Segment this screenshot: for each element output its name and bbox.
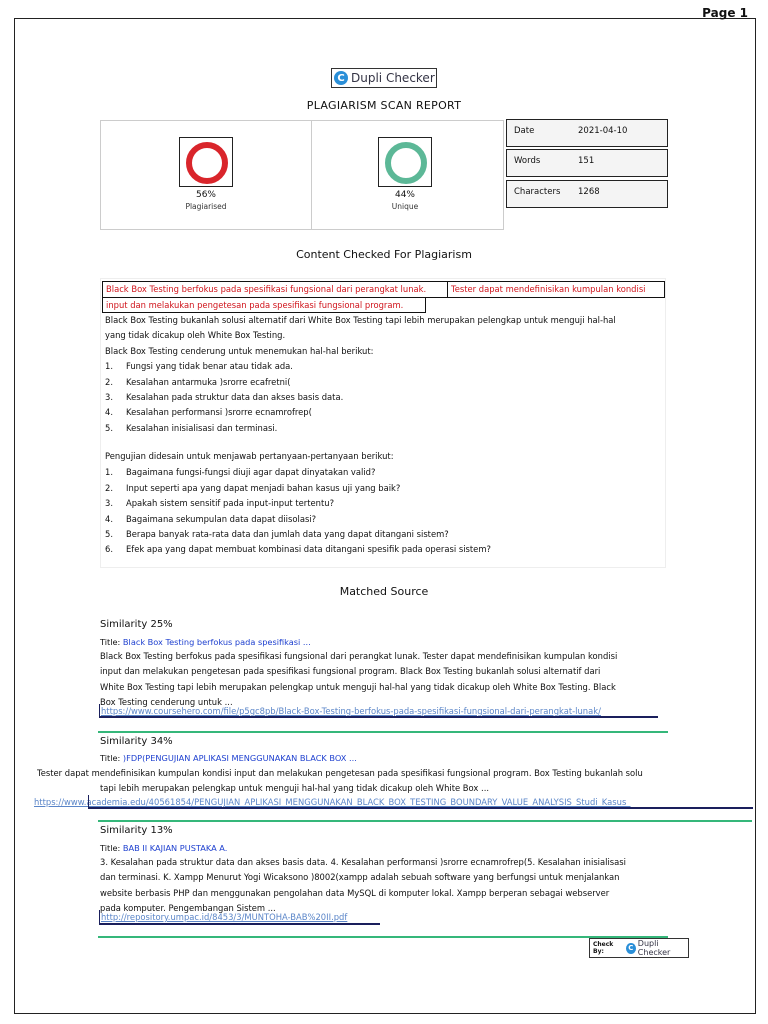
unique-ring [388, 145, 424, 181]
title-label: Title: [100, 637, 121, 647]
excerpt-line: tapi lebih merupakan pelengkap untuk menguji hal-hal yang tidak dicakup oleh White Box ... [100, 783, 490, 794]
content-box [100, 278, 666, 568]
list-2-num: 5. [105, 529, 113, 539]
highlight-sentence-1: Black Box Testing berfokus pada spesifikasi fungsional dari perangkat lunak. [102, 281, 448, 298]
excerpt-line: Black Box Testing berfokus pada spesifikasi fungsional dari perangkat lunak. Tester dapat mendefinisikan kumpulan kondisi [100, 651, 618, 661]
list-2-num: 4. [105, 514, 113, 524]
list-1-num: 2. [105, 377, 113, 387]
source-excerpt [100, 855, 626, 917]
report-title: PLAGIARISM SCAN REPORT [306, 99, 462, 112]
page-number: Page 1 [702, 6, 748, 20]
list-2-item: Bagaimana sekumpulan data dapat diisolasi? [126, 514, 317, 524]
plagiarised-gauge [179, 137, 233, 187]
source-title [100, 637, 311, 647]
url-underline [88, 795, 753, 809]
stats-box [100, 120, 504, 230]
source-title-link[interactable]: Black Box Testing berfokus pada spesifikasi ... [122, 637, 311, 647]
highlight-sentence-2a: Tester dapat mendefinisikan kumpulan kondisi [447, 281, 665, 298]
excerpt-line: website berbasis PHP dan menggunakan pengolahan data MySQL di komputer lokal. Xampp berperan sebagai webserver [100, 887, 610, 898]
list-1-item: Kesalahan antarmuka )srorre ecafretni( [126, 377, 291, 387]
list-1-item: Kesalahan inisialisasi dan terminasi. [126, 423, 278, 433]
excerpt-line: Box Testing cenderung untuk ... [100, 697, 233, 708]
meta-characters-key: Characters [514, 187, 561, 197]
meta-date [506, 119, 668, 147]
source-title-link[interactable]: BAB II KAJIAN PUSTAKA A. [122, 843, 228, 853]
list-2-item: Efek apa yang dapat membuat kombinasi data ditangani spesifik pada operasi sistem? [126, 544, 491, 554]
excerpt-line: 3. Kesalahan pada struktur data dan akses basis data. 4. Kesalahan performansi )srorre ecnamrofrep(5. Kesalahan inisialisasi [100, 857, 626, 867]
source-separator [98, 820, 752, 822]
url-underline [99, 910, 380, 925]
brand-mark-icon: C [626, 943, 636, 954]
source-url-link[interactable]: https://www.coursehero.com/file/p5gc8pb/Black-Box-Testing-berfokus-pada-spesifikasi-fungsional-dari-perangkat-lunak/ [101, 706, 601, 716]
unique-value: 44% [394, 190, 415, 200]
excerpt-line: dan terminasi. K. Xampp Menurut Yogi Wicaksono )8002(xampp adalah sebuah software yang berfungsi untuk menjalankan [100, 872, 620, 883]
list-2-item: Apakah sistem sensitif pada input-input tertentu? [126, 498, 335, 508]
plagiarised-ring [189, 145, 225, 181]
source-url-link[interactable]: http://repository.umpac.id/8453/3/MUNTOHA-BAB%20II.pdf [101, 912, 348, 922]
list-2-num: 2. [105, 483, 113, 493]
list-1-num: 1. [105, 361, 113, 371]
title-label: Title: [100, 753, 121, 763]
brand-mark-icon: C [334, 71, 348, 85]
source-excerpt [100, 649, 617, 711]
matched-heading: Matched Source [339, 585, 429, 598]
list-2-item: Berapa banyak rata-rata data dan jumlah data yang dapat ditangani sistem? [126, 529, 449, 539]
meta-date-key: Date [514, 126, 535, 136]
similarity-heading: Similarity 13% [100, 825, 173, 836]
meta-characters-value: 1268 [578, 187, 600, 197]
content-para-1b: yang tidak dicakup oleh White Box Testing. [105, 330, 286, 340]
content-heading: Content Checked For Plagiarism [296, 248, 472, 261]
similarity-heading: Similarity 34% [100, 736, 173, 747]
list-1-num: 3. [105, 392, 113, 402]
highlight-sentence-2b: input dan melakukan pengetesan pada spesifikasi fungsional program. [102, 297, 426, 313]
source-separator [98, 731, 668, 733]
plagiarised-label: Plagiarised [185, 202, 227, 211]
meta-characters [506, 180, 668, 208]
similarity-heading: Similarity 25% [100, 619, 173, 630]
brand-logo [331, 68, 437, 88]
excerpt-line: input dan melakukan pengetesan pada spesifikasi fungsional program. Black Box Testing bukanlah solusi alternatif dari [100, 666, 601, 677]
excerpt-line: Tester dapat mendefinisikan kumpulan kondisi input dan melakukan pengetesan pada spesifikasi fungsional program. Box Testing bukanlah solu [37, 768, 643, 778]
meta-date-value: 2021-04-10 [578, 126, 628, 136]
brand-name: Dupli Checker [351, 71, 435, 85]
plagiarised-value: 56% [195, 190, 216, 200]
unique-label: Unique [391, 202, 419, 211]
source-title-link[interactable]: )FDP(PENGUJIAN APLIKASI MENGGUNAKAN BLACK BOX ... [122, 753, 357, 763]
title-label: Title: [100, 843, 121, 853]
source-excerpt [37, 766, 750, 797]
check-by-brand: Dupli Checker [637, 939, 671, 957]
source-url-link[interactable]: https://www.academia.edu/40561854/PENGUJIAN_APLIKASI_MENGGUNAKAN_BLACK_BOX_TESTING_BOUNDARY_VALUE_ANALYSIS_Studi_Kasus_ [34, 797, 631, 807]
list-2-item: Input seperti apa yang dapat menjadi bahan kasus uji yang baik? [126, 483, 401, 493]
source-title [100, 753, 357, 763]
list-1-item: Kesalahan performansi )srorre ecnamrofrep( [126, 407, 312, 417]
list-2-num: 1. [105, 467, 113, 477]
list-1-item: Fungsi yang tidak benar atau tidak ada. [126, 361, 293, 371]
meta-words [506, 149, 668, 177]
source-title [100, 843, 227, 853]
content-para-2: Black Box Testing cenderung untuk menemukan hal-hal berikut: [105, 346, 374, 356]
check-by-label: Check By: [593, 941, 614, 955]
unique-gauge [378, 137, 432, 187]
list-1-num: 5. [105, 423, 113, 433]
excerpt-line: White Box Testing tapi lebih merupakan pelengkap untuk menguji hal-hal yang tidak dicakup oleh White Box Testing. Black [100, 681, 616, 692]
source-separator [98, 936, 668, 938]
check-by-badge [589, 938, 689, 958]
excerpt-line: pada komputer. Pengembangan Sistem ... [100, 903, 276, 914]
meta-words-value: 151 [578, 156, 595, 166]
content-para-1a: Black Box Testing bukanlah solusi alternatif dari White Box Testing tapi lebih merupakan pelengkap untuk menguji hal-hal [105, 315, 616, 325]
content-para-3: Pengujian didesain untuk menjawab pertanyaan-pertanyaan berikut: [105, 451, 394, 461]
list-2-num: 6. [105, 544, 113, 554]
list-2-item: Bagaimana fungsi-fungsi diuji agar dapat dinyatakan valid? [126, 467, 376, 477]
url-underline [99, 704, 658, 718]
stats-divider [311, 121, 312, 229]
list-1-num: 4. [105, 407, 113, 417]
meta-words-key: Words [514, 156, 541, 166]
list-2-num: 3. [105, 498, 113, 508]
list-1-item: Kesalahan pada struktur data dan akses basis data. [126, 392, 344, 402]
